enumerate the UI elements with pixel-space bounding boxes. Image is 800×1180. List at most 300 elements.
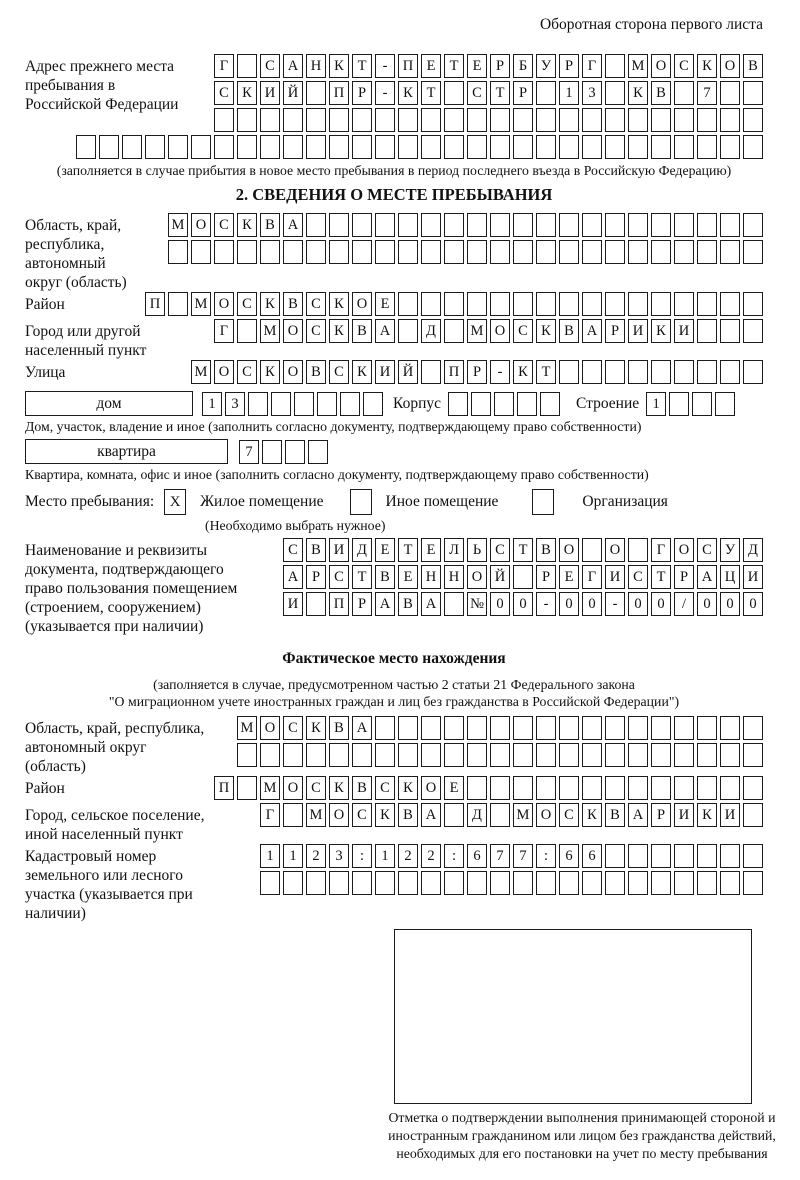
char-cell[interactable]: И bbox=[329, 538, 349, 562]
char-cell[interactable] bbox=[674, 871, 694, 895]
char-cell[interactable]: А bbox=[697, 565, 717, 589]
char-cell[interactable] bbox=[651, 360, 671, 384]
char-cell[interactable] bbox=[559, 108, 579, 132]
char-cell[interactable]: 7 bbox=[697, 81, 717, 105]
char-cell[interactable] bbox=[697, 743, 717, 767]
char-cell[interactable]: 7 bbox=[239, 440, 259, 464]
char-cell[interactable] bbox=[444, 108, 464, 132]
char-cell[interactable]: 0 bbox=[651, 592, 671, 616]
char-cell[interactable]: Р bbox=[352, 81, 372, 105]
char-cell[interactable] bbox=[329, 213, 349, 237]
char-cell[interactable] bbox=[490, 776, 510, 800]
char-cell[interactable]: Г bbox=[260, 803, 280, 827]
char-cell[interactable] bbox=[421, 743, 441, 767]
char-cell[interactable]: К bbox=[582, 803, 602, 827]
char-cell[interactable] bbox=[306, 592, 326, 616]
char-cell[interactable] bbox=[536, 81, 556, 105]
char-cell[interactable] bbox=[352, 135, 372, 159]
char-cell[interactable]: 7 bbox=[513, 844, 533, 868]
char-cell[interactable]: 1 bbox=[646, 392, 666, 416]
char-cell[interactable]: Р bbox=[651, 803, 671, 827]
checkbox-other-premises[interactable] bbox=[350, 489, 372, 515]
char-cell[interactable] bbox=[605, 871, 625, 895]
char-cell[interactable] bbox=[720, 135, 740, 159]
char-cell[interactable] bbox=[448, 392, 468, 416]
char-cell[interactable] bbox=[720, 240, 740, 264]
char-cell[interactable]: С bbox=[329, 360, 349, 384]
char-cell[interactable]: 7 bbox=[490, 844, 510, 868]
char-cell[interactable]: У bbox=[536, 54, 556, 78]
char-cell[interactable] bbox=[536, 213, 556, 237]
char-cell[interactable] bbox=[582, 240, 602, 264]
char-cell[interactable] bbox=[375, 213, 395, 237]
char-cell[interactable] bbox=[582, 213, 602, 237]
char-cell[interactable]: 0 bbox=[743, 592, 763, 616]
char-cell[interactable]: 0 bbox=[513, 592, 533, 616]
char-cell[interactable]: М bbox=[191, 292, 211, 316]
char-cell[interactable]: О bbox=[214, 360, 234, 384]
char-cell[interactable]: О bbox=[283, 776, 303, 800]
char-cell[interactable]: 0 bbox=[582, 592, 602, 616]
char-cell[interactable]: А bbox=[283, 213, 303, 237]
char-cell[interactable] bbox=[720, 81, 740, 105]
char-cell[interactable] bbox=[605, 240, 625, 264]
char-cell[interactable] bbox=[513, 240, 533, 264]
char-cell[interactable]: Т bbox=[651, 565, 671, 589]
char-cell[interactable] bbox=[329, 135, 349, 159]
char-cell[interactable] bbox=[720, 716, 740, 740]
char-cell[interactable]: В bbox=[398, 592, 418, 616]
char-cell[interactable] bbox=[260, 743, 280, 767]
char-cell[interactable] bbox=[720, 292, 740, 316]
char-cell[interactable] bbox=[421, 108, 441, 132]
char-cell[interactable]: - bbox=[536, 592, 556, 616]
char-cell[interactable] bbox=[490, 135, 510, 159]
char-cell[interactable]: В bbox=[352, 776, 372, 800]
char-cell[interactable] bbox=[283, 743, 303, 767]
char-cell[interactable]: И bbox=[720, 803, 740, 827]
char-cell[interactable] bbox=[283, 803, 303, 827]
char-cell[interactable] bbox=[375, 716, 395, 740]
char-cell[interactable] bbox=[743, 844, 763, 868]
char-cell[interactable] bbox=[444, 319, 464, 343]
char-cell[interactable]: О bbox=[191, 213, 211, 237]
char-cell[interactable]: М bbox=[467, 319, 487, 343]
char-cell[interactable]: 2 bbox=[421, 844, 441, 868]
char-cell[interactable]: Т bbox=[398, 538, 418, 562]
char-cell[interactable]: Р bbox=[490, 54, 510, 78]
char-cell[interactable]: В bbox=[398, 803, 418, 827]
char-cell[interactable]: Ь bbox=[467, 538, 487, 562]
char-cell[interactable]: 6 bbox=[559, 844, 579, 868]
char-cell[interactable] bbox=[398, 716, 418, 740]
char-cell[interactable] bbox=[375, 240, 395, 264]
char-cell[interactable] bbox=[697, 716, 717, 740]
char-cell[interactable] bbox=[628, 716, 648, 740]
char-cell[interactable] bbox=[605, 54, 625, 78]
char-cell[interactable] bbox=[536, 292, 556, 316]
char-cell[interactable]: С bbox=[674, 54, 694, 78]
char-cell[interactable]: С bbox=[306, 292, 326, 316]
char-cell[interactable] bbox=[743, 776, 763, 800]
char-cell[interactable] bbox=[237, 743, 257, 767]
char-cell[interactable]: С bbox=[260, 54, 280, 78]
char-cell[interactable] bbox=[444, 81, 464, 105]
char-cell[interactable]: О bbox=[605, 538, 625, 562]
char-cell[interactable] bbox=[743, 108, 763, 132]
char-cell[interactable] bbox=[720, 844, 740, 868]
char-cell[interactable] bbox=[628, 240, 648, 264]
char-cell[interactable] bbox=[651, 716, 671, 740]
char-cell[interactable] bbox=[743, 803, 763, 827]
char-cell[interactable]: Е bbox=[375, 292, 395, 316]
char-cell[interactable]: М bbox=[260, 319, 280, 343]
char-cell[interactable]: О bbox=[283, 319, 303, 343]
char-cell[interactable]: Р bbox=[559, 54, 579, 78]
char-cell[interactable] bbox=[490, 292, 510, 316]
char-cell[interactable] bbox=[743, 871, 763, 895]
char-cell[interactable] bbox=[214, 240, 234, 264]
char-cell[interactable]: 0 bbox=[628, 592, 648, 616]
char-cell[interactable] bbox=[628, 108, 648, 132]
char-cell[interactable]: - bbox=[605, 592, 625, 616]
char-cell[interactable] bbox=[674, 360, 694, 384]
char-cell[interactable]: В bbox=[375, 565, 395, 589]
char-cell[interactable] bbox=[306, 871, 326, 895]
char-cell[interactable] bbox=[536, 240, 556, 264]
char-cell[interactable]: А bbox=[375, 592, 395, 616]
char-cell[interactable] bbox=[352, 871, 372, 895]
char-cell[interactable] bbox=[582, 871, 602, 895]
char-cell[interactable]: В bbox=[605, 803, 625, 827]
char-cell[interactable] bbox=[605, 743, 625, 767]
char-cell[interactable]: Т bbox=[513, 538, 533, 562]
char-cell[interactable] bbox=[352, 213, 372, 237]
char-cell[interactable]: Г bbox=[582, 54, 602, 78]
char-cell[interactable] bbox=[605, 776, 625, 800]
char-cell[interactable] bbox=[260, 871, 280, 895]
char-cell[interactable] bbox=[651, 240, 671, 264]
char-cell[interactable]: К bbox=[329, 292, 349, 316]
char-cell[interactable]: С bbox=[283, 538, 303, 562]
char-cell[interactable] bbox=[421, 871, 441, 895]
char-cell[interactable] bbox=[513, 776, 533, 800]
char-cell[interactable]: П bbox=[214, 776, 234, 800]
char-cell[interactable]: Й bbox=[283, 81, 303, 105]
char-cell[interactable]: М bbox=[168, 213, 188, 237]
char-cell[interactable] bbox=[237, 319, 257, 343]
char-cell[interactable] bbox=[421, 716, 441, 740]
char-cell[interactable] bbox=[605, 292, 625, 316]
char-cell[interactable]: Н bbox=[444, 565, 464, 589]
char-cell[interactable]: Е bbox=[559, 565, 579, 589]
char-cell[interactable]: И bbox=[628, 319, 648, 343]
char-cell[interactable] bbox=[540, 392, 560, 416]
char-cell[interactable]: К bbox=[352, 360, 372, 384]
char-cell[interactable]: Н bbox=[421, 565, 441, 589]
char-cell[interactable]: Д bbox=[352, 538, 372, 562]
char-cell[interactable] bbox=[490, 743, 510, 767]
checkbox-organization[interactable] bbox=[532, 489, 554, 515]
char-cell[interactable] bbox=[559, 240, 579, 264]
char-cell[interactable] bbox=[697, 871, 717, 895]
char-cell[interactable]: Т bbox=[490, 81, 510, 105]
char-cell[interactable]: 0 bbox=[720, 592, 740, 616]
char-cell[interactable]: : bbox=[352, 844, 372, 868]
char-cell[interactable] bbox=[283, 135, 303, 159]
char-cell[interactable] bbox=[122, 135, 142, 159]
char-cell[interactable] bbox=[398, 240, 418, 264]
char-cell[interactable] bbox=[444, 240, 464, 264]
char-cell[interactable]: Т bbox=[352, 565, 372, 589]
char-cell[interactable] bbox=[559, 776, 579, 800]
char-cell[interactable] bbox=[743, 743, 763, 767]
char-cell[interactable] bbox=[651, 213, 671, 237]
char-cell[interactable] bbox=[145, 135, 165, 159]
char-cell[interactable]: В bbox=[260, 213, 280, 237]
char-cell[interactable] bbox=[559, 743, 579, 767]
char-cell[interactable]: П bbox=[145, 292, 165, 316]
char-cell[interactable]: А bbox=[283, 54, 303, 78]
char-cell[interactable] bbox=[651, 871, 671, 895]
char-cell[interactable] bbox=[340, 392, 360, 416]
char-cell[interactable]: В bbox=[651, 81, 671, 105]
char-cell[interactable]: Р bbox=[536, 565, 556, 589]
char-cell[interactable] bbox=[651, 135, 671, 159]
char-cell[interactable] bbox=[352, 240, 372, 264]
char-cell[interactable]: О bbox=[536, 803, 556, 827]
char-cell[interactable]: О bbox=[490, 319, 510, 343]
char-cell[interactable] bbox=[490, 108, 510, 132]
char-cell[interactable] bbox=[306, 108, 326, 132]
char-cell[interactable]: А bbox=[421, 592, 441, 616]
char-cell[interactable] bbox=[308, 440, 328, 464]
char-cell[interactable]: К bbox=[375, 803, 395, 827]
char-cell[interactable] bbox=[467, 292, 487, 316]
char-cell[interactable] bbox=[329, 871, 349, 895]
char-cell[interactable] bbox=[467, 743, 487, 767]
char-cell[interactable] bbox=[306, 240, 326, 264]
char-cell[interactable] bbox=[582, 538, 602, 562]
char-cell[interactable]: К bbox=[628, 81, 648, 105]
char-cell[interactable] bbox=[214, 108, 234, 132]
char-cell[interactable] bbox=[605, 213, 625, 237]
char-cell[interactable]: : bbox=[444, 844, 464, 868]
char-cell[interactable] bbox=[490, 803, 510, 827]
char-cell[interactable]: 2 bbox=[306, 844, 326, 868]
char-cell[interactable]: П bbox=[329, 81, 349, 105]
char-cell[interactable] bbox=[536, 776, 556, 800]
char-cell[interactable]: 1 bbox=[559, 81, 579, 105]
char-cell[interactable] bbox=[471, 392, 491, 416]
char-cell[interactable] bbox=[329, 108, 349, 132]
char-cell[interactable]: С bbox=[283, 716, 303, 740]
char-cell[interactable]: К bbox=[329, 776, 349, 800]
char-cell[interactable]: К bbox=[260, 360, 280, 384]
char-cell[interactable] bbox=[398, 871, 418, 895]
char-cell[interactable] bbox=[375, 871, 395, 895]
char-cell[interactable]: К bbox=[329, 319, 349, 343]
char-cell[interactable]: С bbox=[375, 776, 395, 800]
char-cell[interactable]: С bbox=[214, 81, 234, 105]
char-cell[interactable] bbox=[444, 743, 464, 767]
char-cell[interactable]: / bbox=[674, 592, 694, 616]
char-cell[interactable]: С bbox=[467, 81, 487, 105]
char-cell[interactable]: С bbox=[490, 538, 510, 562]
char-cell[interactable] bbox=[513, 716, 533, 740]
char-cell[interactable]: Т bbox=[536, 360, 556, 384]
char-cell[interactable] bbox=[398, 135, 418, 159]
char-cell[interactable]: М bbox=[513, 803, 533, 827]
char-cell[interactable]: Е bbox=[444, 776, 464, 800]
char-cell[interactable]: К bbox=[697, 54, 717, 78]
char-cell[interactable] bbox=[628, 360, 648, 384]
char-cell[interactable] bbox=[720, 319, 740, 343]
char-cell[interactable]: В bbox=[352, 319, 372, 343]
char-cell[interactable]: 1 bbox=[260, 844, 280, 868]
char-cell[interactable]: Й bbox=[398, 360, 418, 384]
char-cell[interactable] bbox=[651, 844, 671, 868]
char-cell[interactable]: К bbox=[329, 54, 349, 78]
char-cell[interactable] bbox=[697, 360, 717, 384]
char-cell[interactable] bbox=[536, 135, 556, 159]
char-cell[interactable]: Т bbox=[421, 81, 441, 105]
char-cell[interactable] bbox=[697, 135, 717, 159]
char-cell[interactable] bbox=[697, 319, 717, 343]
char-cell[interactable] bbox=[582, 716, 602, 740]
char-cell[interactable] bbox=[743, 292, 763, 316]
char-cell[interactable] bbox=[651, 292, 671, 316]
char-cell[interactable]: К bbox=[260, 292, 280, 316]
char-cell[interactable]: - bbox=[375, 81, 395, 105]
char-cell[interactable] bbox=[490, 240, 510, 264]
char-cell[interactable] bbox=[513, 213, 533, 237]
char-cell[interactable] bbox=[283, 871, 303, 895]
char-cell[interactable] bbox=[674, 240, 694, 264]
char-cell[interactable] bbox=[237, 54, 257, 78]
char-cell[interactable]: С bbox=[329, 565, 349, 589]
char-cell[interactable]: Г bbox=[214, 54, 234, 78]
char-cell[interactable]: С bbox=[559, 803, 579, 827]
char-cell[interactable] bbox=[628, 743, 648, 767]
char-cell[interactable] bbox=[99, 135, 119, 159]
char-cell[interactable] bbox=[697, 844, 717, 868]
char-cell[interactable]: А bbox=[628, 803, 648, 827]
char-cell[interactable] bbox=[674, 213, 694, 237]
char-cell[interactable]: Р bbox=[306, 565, 326, 589]
char-cell[interactable]: К bbox=[237, 213, 257, 237]
char-cell[interactable]: К bbox=[513, 360, 533, 384]
char-cell[interactable] bbox=[674, 108, 694, 132]
char-cell[interactable] bbox=[271, 392, 291, 416]
char-cell[interactable]: К bbox=[398, 776, 418, 800]
char-cell[interactable]: Е bbox=[398, 565, 418, 589]
char-cell[interactable]: Л bbox=[444, 538, 464, 562]
char-cell[interactable] bbox=[352, 108, 372, 132]
char-cell[interactable]: - bbox=[375, 54, 395, 78]
char-cell[interactable]: М bbox=[191, 360, 211, 384]
char-cell[interactable] bbox=[248, 392, 268, 416]
char-cell[interactable] bbox=[363, 392, 383, 416]
char-cell[interactable] bbox=[720, 776, 740, 800]
char-cell[interactable]: 3 bbox=[225, 392, 245, 416]
char-cell[interactable] bbox=[582, 743, 602, 767]
char-cell[interactable] bbox=[490, 213, 510, 237]
char-cell[interactable]: Г bbox=[214, 319, 234, 343]
char-cell[interactable] bbox=[237, 240, 257, 264]
char-cell[interactable] bbox=[444, 592, 464, 616]
char-cell[interactable]: Е bbox=[421, 54, 441, 78]
char-cell[interactable] bbox=[720, 743, 740, 767]
char-cell[interactable] bbox=[651, 776, 671, 800]
char-cell[interactable] bbox=[444, 803, 464, 827]
char-cell[interactable]: А bbox=[283, 565, 303, 589]
char-cell[interactable] bbox=[715, 392, 735, 416]
char-cell[interactable] bbox=[517, 392, 537, 416]
char-cell[interactable] bbox=[444, 871, 464, 895]
char-cell[interactable] bbox=[513, 743, 533, 767]
char-cell[interactable] bbox=[421, 292, 441, 316]
char-cell[interactable]: Р bbox=[513, 81, 533, 105]
char-cell[interactable]: П bbox=[444, 360, 464, 384]
char-cell[interactable] bbox=[674, 844, 694, 868]
char-cell[interactable] bbox=[306, 213, 326, 237]
char-cell[interactable]: С bbox=[237, 360, 257, 384]
char-cell[interactable] bbox=[513, 108, 533, 132]
char-cell[interactable] bbox=[536, 743, 556, 767]
char-cell[interactable] bbox=[421, 135, 441, 159]
char-cell[interactable] bbox=[628, 292, 648, 316]
char-cell[interactable] bbox=[582, 135, 602, 159]
char-cell[interactable]: К bbox=[536, 319, 556, 343]
char-cell[interactable]: С bbox=[306, 319, 326, 343]
char-cell[interactable] bbox=[237, 135, 257, 159]
char-cell[interactable] bbox=[536, 108, 556, 132]
char-cell[interactable]: Е bbox=[467, 54, 487, 78]
char-cell[interactable] bbox=[582, 776, 602, 800]
char-cell[interactable] bbox=[306, 81, 326, 105]
char-cell[interactable] bbox=[398, 743, 418, 767]
char-cell[interactable]: И bbox=[260, 81, 280, 105]
char-cell[interactable] bbox=[559, 292, 579, 316]
char-cell[interactable]: Ц bbox=[720, 565, 740, 589]
char-cell[interactable]: Р bbox=[352, 592, 372, 616]
char-cell[interactable]: Т bbox=[352, 54, 372, 78]
char-cell[interactable] bbox=[329, 743, 349, 767]
char-cell[interactable] bbox=[494, 392, 514, 416]
char-cell[interactable] bbox=[467, 240, 487, 264]
char-cell[interactable]: В bbox=[283, 292, 303, 316]
char-cell[interactable] bbox=[421, 240, 441, 264]
char-cell[interactable] bbox=[375, 135, 395, 159]
char-cell[interactable]: 6 bbox=[467, 844, 487, 868]
char-cell[interactable]: Й bbox=[490, 565, 510, 589]
char-cell[interactable]: 3 bbox=[582, 81, 602, 105]
char-cell[interactable]: И bbox=[674, 319, 694, 343]
char-cell[interactable] bbox=[306, 743, 326, 767]
char-cell[interactable]: 0 bbox=[697, 592, 717, 616]
char-cell[interactable] bbox=[605, 135, 625, 159]
char-cell[interactable]: В bbox=[536, 538, 556, 562]
char-cell[interactable] bbox=[697, 776, 717, 800]
char-cell[interactable]: Д bbox=[467, 803, 487, 827]
char-cell[interactable] bbox=[559, 716, 579, 740]
char-cell[interactable]: В bbox=[306, 360, 326, 384]
char-cell[interactable] bbox=[697, 240, 717, 264]
char-cell[interactable]: О bbox=[559, 538, 579, 562]
char-cell[interactable] bbox=[743, 716, 763, 740]
char-cell[interactable]: С bbox=[306, 776, 326, 800]
